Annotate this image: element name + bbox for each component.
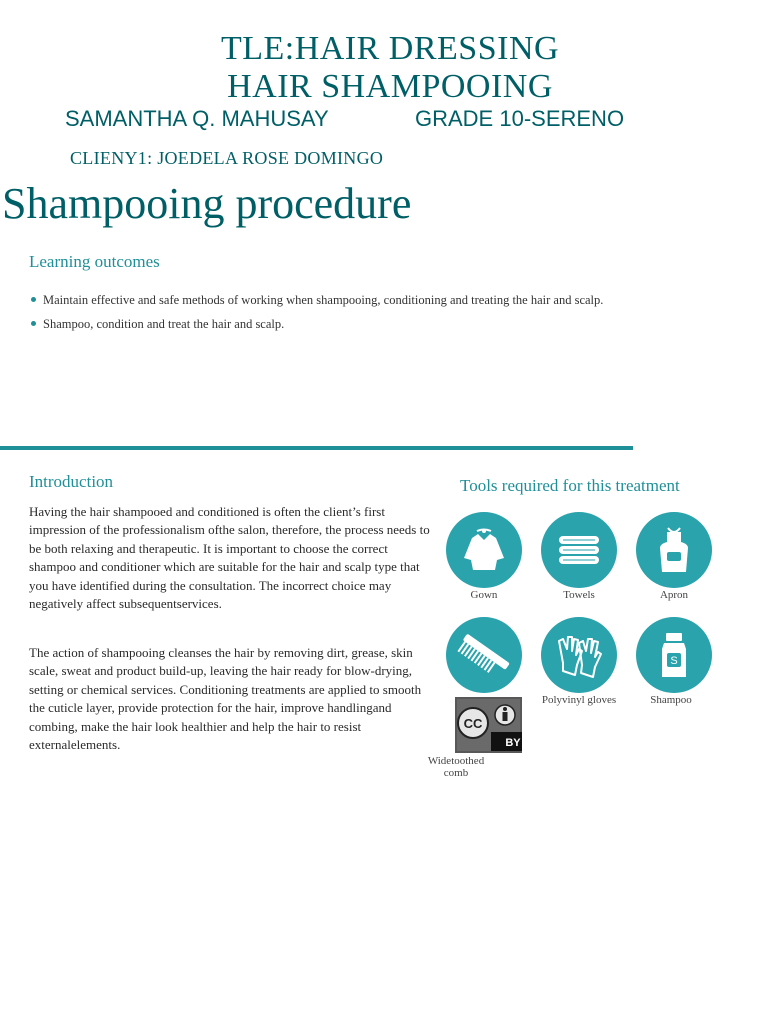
introduction-heading: Introduction — [29, 472, 114, 491]
list-item: Shampoo, condition and treat the hair and scalp. — [29, 314, 639, 334]
svg-text:S: S — [670, 655, 678, 667]
tool-label-comb: Widetoothed comb — [427, 755, 485, 779]
list-item: Maintain effective and safe methods of working when shampooing, conditioning and treating the hair and scalp. — [29, 290, 639, 310]
learning-outcomes-list — [29, 290, 639, 338]
section-title: Shampooing procedure — [2, 179, 412, 228]
apron-icon — [636, 512, 712, 588]
tool-label-shampoo: Shampoo — [650, 694, 692, 706]
svg-text:BY: BY — [505, 737, 521, 749]
student-name: SAMANTHA Q. MAHUSAY — [65, 106, 329, 131]
client-name: CLIENY1: JOEDELA ROSE DOMINGO — [70, 148, 384, 168]
tools-heading: Tools required for this treatment — [460, 476, 680, 495]
comb-icon — [446, 617, 522, 693]
tool-label-gown: Gown — [470, 589, 498, 601]
grade-section: GRADE 10-SERENO — [415, 106, 625, 131]
section-divider — [0, 446, 633, 450]
tool-label-gloves: Polyvinyl gloves — [541, 694, 617, 706]
svg-text:CC: CC — [463, 716, 483, 731]
introduction-paragraph-1: Having the hair shampooed and conditioned is often the client’s first impression of the professionalism ofthe salon, therefore, the process needs to be both relaxing and therapeutic. It is important to choose the correct shampoo and conditioner which are suitable for the hair and scalp type that you have identified during the consultation. The incorrect choice may negatively affect subsequentservices. — [29, 504, 430, 612]
shampoo-bottle-icon — [636, 617, 712, 693]
learning-outcomes-heading: Learning outcomes — [29, 252, 160, 271]
gown-icon — [446, 512, 522, 588]
tool-label-apron: Apron — [659, 589, 689, 601]
introduction-paragraph-2: The action of shampooing cleanses the hair by removing dirt, grease, skin scale, sweat and product build-up, leaving the hair ready for blow-drying, setting or chemical services. Conditioning treatments are applied to smooth the cuticle layer, provide protection for the hair, improve handlingand combing, make the hair look healthier and help the hair to resist externalelements. — [29, 645, 422, 753]
gloves-icon — [541, 617, 617, 693]
document-subtitle: HAIR SHAMPOOING — [227, 68, 553, 105]
document-title: TLE:HAIR DRESSING — [220, 30, 560, 67]
tool-label-towels: Towels — [563, 589, 595, 601]
creative-commons-by-icon — [455, 697, 522, 753]
towels-icon — [541, 512, 617, 588]
